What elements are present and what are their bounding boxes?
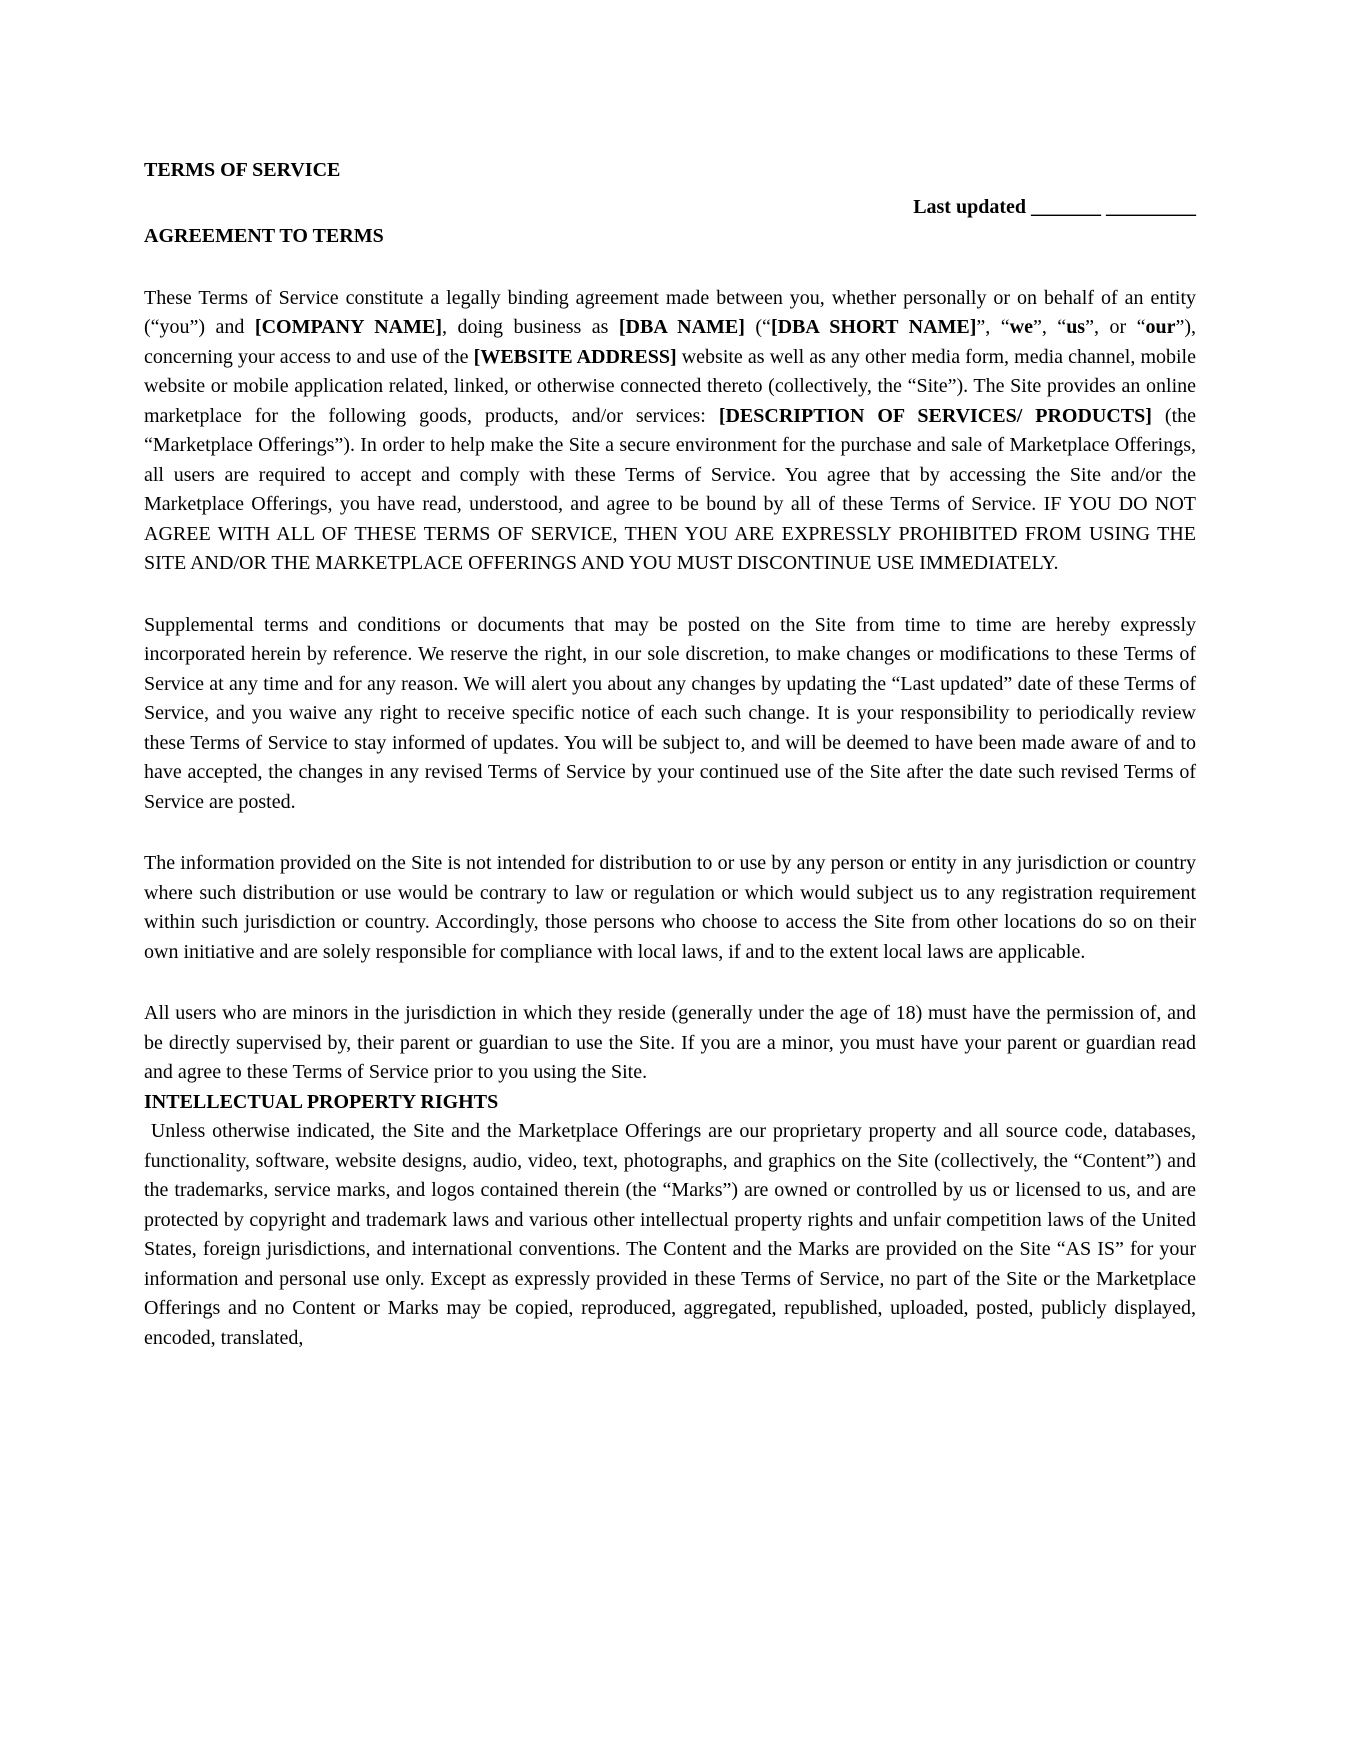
text-run: ”, “ (976, 316, 1010, 338)
paragraph-binding-agreement (144, 284, 1196, 579)
text-run: ”), concerning your access to and use of the (144, 316, 1196, 368)
paragraph-supplemental-terms (144, 611, 1196, 818)
section-heading-intellectual-property-rights: INTELLECTUAL PROPERTY RIGHTS (144, 1090, 499, 1113)
text-run: ”, “ (1032, 316, 1067, 338)
bold-text-run: [DBA NAME] (618, 316, 745, 338)
text-run: The information provided on the Site is not intended for distribution to or use by any person or entity in any jurisdiction or country where such distribution or use would be contrary to law or regulation or which would subject us to any registration requirement within such jurisdiction or country. Accordingly, those persons who choose to access the Site from other locations do so on their own initiative and are solely responsible for compliance with local laws, if and to the extent local laws are applicable. (144, 852, 1196, 963)
text-run: , doing business as (442, 316, 619, 338)
text-run: All users who are minors in the jurisdiction in which they reside (generally under the age of 18) must have the permission of, and be directly supervised by, their parent or guardian to use the Site. If you are a minor, you must have your parent or guardian read and agree to these Terms of Service prior to you using the Site. (144, 1002, 1196, 1083)
bold-text-run: our (1145, 316, 1176, 338)
last-updated-line: Last updated _______ _________ (913, 195, 1196, 218)
paragraph-jurisdiction-distribution (144, 849, 1196, 967)
document-title: TERMS OF SERVICE (144, 159, 341, 181)
section-heading-agreement-to-terms: AGREEMENT TO TERMS (144, 225, 384, 247)
bold-text-run: [DBA SHORT NAME] (770, 316, 977, 338)
bold-text-run: [WEBSITE ADDRESS] (473, 345, 677, 368)
text-run: Supplemental terms and conditions or documents that may be posted on the Site from time to time are hereby expressly incorporated herein by reference. We reserve the right, in our sole discretion, to make changes or modifications to these Terms of Service at any time and for any reason. We will alert you about any changes by updating the “Last updated” date of these Terms of Service, and you waive any right to receive specific notice of each such change. It is your responsibility to periodically review these Terms of Service to stay informed of updates. You will be subject to, and will be deemed to have been made aware of and to have accepted, the changes in any revised Terms of Service by your continued use of the Site after the date such revised Terms of Service are posted. (144, 613, 1196, 813)
bold-text-run: [DESCRIPTION OF SERVICES/ PRODUCTS] (718, 404, 1152, 427)
terms-of-service-document (144, 156, 1196, 1353)
text-run: website as well as any other media form, media channel, mobile website or mobile application related, linked, or otherwise connected thereto (collectively, the “Site”). The Site provides an online marketplace for the following goods, products, and/or services: (144, 345, 1196, 427)
text-run: ”, or “ (1085, 316, 1146, 338)
bold-text-run: us (1066, 316, 1086, 338)
text-run: Unless otherwise indicated, the Site and the Marketplace Offerings are our proprietary property and all source code, databases, functionality, software, website designs, audio, video, text, photographs, and graphics on the Site (collectively, the “Content”) and the trademarks, service marks, and logos contained therein (the “Marks”) are owned or controlled by us or licensed to us, and are protected by copyright and trademark laws and various other intellectual property rights and unfair competition laws of the United States, foreign jurisdictions, and international conventions. The Content and the Marks are provided on the Site “AS IS” for your information and personal use only. Except as expressly provided in these Terms of Service, no part of the Site or the Marketplace Offerings and no Content or Marks may be copied, reproduced, aggregated, republished, uploaded, posted, publicly displayed, encoded, translated, (144, 1120, 1196, 1349)
text-run: (the “Marketplace Offerings”). In order to help make the Site a secure environment for the purchase and sale of Marketplace Offerings, all users are required to accept and comply with these Terms of Service. You agree that by accessing the Site and/or the Marketplace Offerings, you have read, understood, and agree to be bound by all of these Terms of Service. IF YOU DO NOT AGREE WITH ALL OF THESE TERMS OF SERVICE, THEN YOU ARE EXPRESSLY PROHIBITED FROM USING THE SITE AND/OR THE MARKETPLACE OFFERINGS AND YOU MUST DISCONTINUE USE IMMEDIATELY. (144, 404, 1197, 574)
bold-text-run: we (1009, 316, 1033, 338)
paragraph-minors (144, 999, 1196, 1088)
bold-text-run: [COMPANY NAME] (254, 316, 442, 338)
paragraph-intellectual-property (144, 1117, 1196, 1353)
text-run: These Terms of Service constitute a legally binding agreement made between you, whether personally or on behalf of an entity (“you”) and (144, 286, 1196, 338)
text-run: (“ (744, 316, 771, 338)
